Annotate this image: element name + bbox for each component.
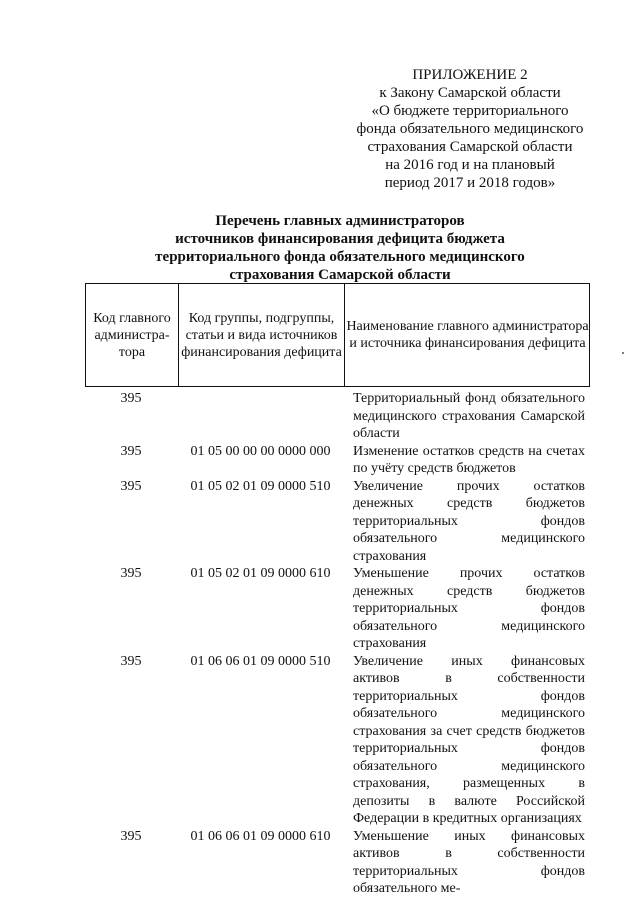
admin-code-cell: 395 <box>120 478 142 494</box>
header-name-label: Наименование главного администратора и источника финансирования дефицита <box>346 319 589 351</box>
source-code-cell: 01 05 02 01 09 0000 510 <box>190 478 331 494</box>
admin-code-cell: 395 <box>120 566 142 581</box>
name-cell: Уменьшение прочих остатков денежных средств бюджетов территориальных фондов обязательного медицинского страхования <box>353 566 585 651</box>
source-code-cell: 01 06 06 01 09 0000 610 <box>190 828 331 844</box>
name-cell: Увеличение прочих остатков денежных средств бюджетов территориальных фондов обязательного медицинского страхования <box>353 478 585 564</box>
table-row <box>85 565 590 653</box>
admin-code-cell: 395 <box>120 828 142 844</box>
annex-line: период 2017 и 2018 годов» <box>384 175 556 191</box>
title-line: территориального фонда обязательного медицинского <box>155 249 525 265</box>
document-title <box>90 212 590 284</box>
source-code-cell: 01 05 02 01 09 0000 610 <box>190 566 331 581</box>
source-code-cell: 01 06 06 01 09 0000 510 <box>190 653 331 669</box>
annex-line: на 2016 год и на плановый <box>385 157 555 173</box>
title-line: Перечень главных администраторов <box>215 213 465 229</box>
scan-speck <box>622 352 624 354</box>
header-source-code <box>179 284 344 386</box>
table-row <box>85 443 590 478</box>
table-row <box>85 653 590 828</box>
table-row <box>85 478 590 566</box>
name-cell: Территориальный фонд обязательного медицинского страхования Самарской области <box>353 391 585 441</box>
name-cell: Уменьшение иных финансовых активов в собственности территориальных фондов обязательного ме- <box>353 828 585 896</box>
table-row <box>85 828 590 898</box>
title-line: источников финансирования дефицита бюджета <box>175 231 505 247</box>
header-admin-code-label: Код главного администра-тора <box>93 310 171 360</box>
header-source-code-label: Код группы, подгруппы, статьи и вида источников финансирования дефицита <box>181 310 342 360</box>
admin-code-cell: 395 <box>120 443 142 459</box>
admin-code-cell: 395 <box>120 391 142 406</box>
admin-code-cell: 395 <box>120 653 142 669</box>
annex-line: страхования Самарской области <box>367 139 573 155</box>
annex-line: к Закону Самарской области <box>379 85 561 101</box>
table-body <box>85 390 590 898</box>
header-name <box>345 284 590 386</box>
annex-header <box>320 66 620 192</box>
source-code-cell: 01 05 00 00 00 0000 000 <box>190 443 331 459</box>
name-cell: Увеличение иных финансовых активов в собственности территориальных фондов обязательного медицинского страхования за счет средств бюджетов территориальных фондов обязательного медицинского страхования, размещенных в депозиты в валюте Российской Федерации в кредитных организациях <box>353 653 585 826</box>
table-header <box>85 283 590 387</box>
header-admin-code <box>86 284 178 386</box>
annex-line: ПРИЛОЖЕНИЕ 2 <box>412 67 528 83</box>
table-row <box>85 390 590 443</box>
name-cell: Изменение остатков средств на счетах по учёту средств бюджетов <box>353 443 585 476</box>
annex-line: «О бюджете территориального <box>371 103 569 119</box>
title-line: страхования Самарской области <box>229 267 451 283</box>
annex-line: фонда обязательного медицинского <box>356 121 584 137</box>
